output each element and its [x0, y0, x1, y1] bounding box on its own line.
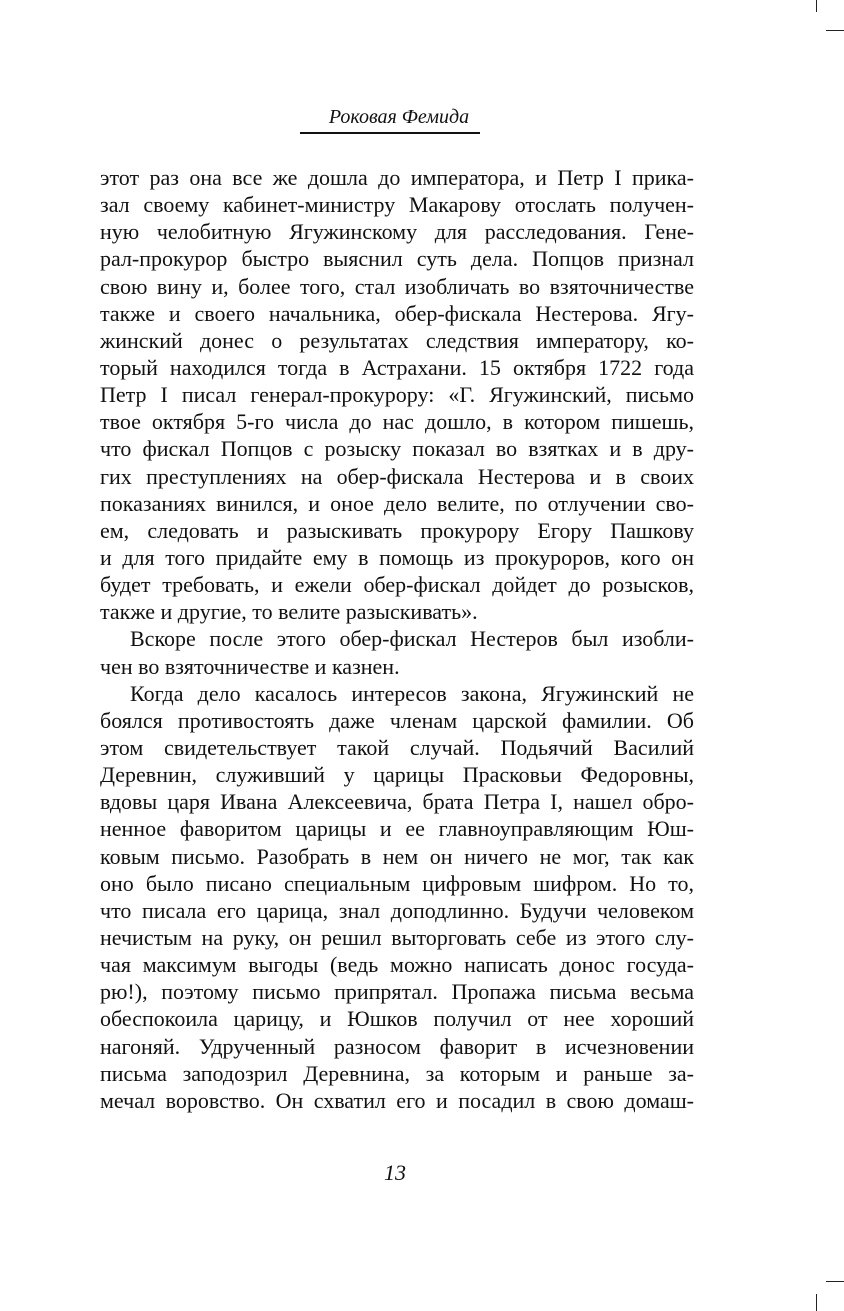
- text-line: что фискал Попцов с розыску показал во взятках и в дру-: [100, 436, 694, 462]
- crop-mark-top-horizontal: [826, 30, 844, 31]
- running-head-rule: [300, 132, 480, 134]
- text-line: торый находился тогда в Астрахани. 15 октября 1722 года: [100, 354, 694, 380]
- text-line: рал-прокурор быстро выяснил суть дела. Попцов признал: [100, 246, 694, 272]
- text-line: ем, следовать и разыскивать прокурору Егору Пашкову: [100, 517, 694, 543]
- text-line: Когда дело касалось интересов закона, Ягужинский не: [130, 680, 694, 706]
- text-line: свою вину и, более того, стал изобличать во взяточничестве: [100, 273, 694, 299]
- text-line: мечал воровство. Он схватил его и посадил в свою домаш-: [100, 1087, 694, 1113]
- running-head-title: Роковая Фемида: [328, 106, 470, 128]
- text-line: также и своего начальника, обер-фискала Нестерова. Ягу-: [100, 300, 694, 326]
- text-line: показаниях винился, и оное дело велите, по отлучении сво-: [100, 490, 694, 516]
- text-line: и для того придайте ему в помощь из прокуроров, кого он: [100, 544, 694, 570]
- text-line: ковым письмо. Разобрать в нем он ничего не мог, так как: [100, 843, 694, 869]
- text-line: чая максимум выгоды (ведь можно написать донос госуда-: [100, 952, 694, 978]
- text-line: чен во взяточничестве и казнен.: [100, 653, 400, 679]
- text-line: жинский донес о результатах следствия императору, ко-: [100, 327, 694, 353]
- text-line: твое октября 5-го числа до нас дошло, в котором пишешь,: [100, 409, 694, 435]
- text-line: этот раз она все же дошла до императора, и Петр I прика-: [100, 165, 694, 190]
- text-line: Деревнин, служивший у царицы Прасковьи Федоровны,: [100, 762, 694, 788]
- text-line: зал своему кабинет-министру Макарову отослать получен-: [100, 192, 694, 218]
- text-line: нечистым на руку, он решил выторговать себе из этого слу-: [100, 924, 694, 950]
- crop-mark-bottom-horizontal: [826, 1281, 844, 1282]
- text-line: обеспокоила царицу, и Юшков получил от нее хороший: [100, 1006, 694, 1032]
- text-line: боялся противостоять даже членам царской фамилии. Об: [100, 707, 694, 733]
- text-line: оно было писано специальным цифровым шифром. Но то,: [100, 870, 694, 896]
- text-line: вдовы царя Ивана Алексеевича, брата Петра I, нашел обро-: [100, 789, 694, 815]
- text-line: будет требовать, и ежели обер-фискал дойдет до розысков,: [100, 572, 694, 598]
- text-line: письма заподозрил Деревнина, за которым и раньше за-: [100, 1060, 694, 1086]
- text-line: Вскоре после этого обер-фискал Нестеров был изобли-: [130, 626, 694, 652]
- text-line: ную челобитную Ягужинскому для расследования. Гене-: [100, 219, 694, 245]
- text-line: что писала его царица, знал доподлинно. Будучи человеком: [100, 897, 694, 923]
- text-line: нагоняй. Удрученный разносом фаворит в исчезновении: [100, 1033, 694, 1059]
- text-line: Петр I писал генерал-прокурору: «Г. Ягужинский, письмо: [100, 382, 694, 408]
- text-line: этом свидетельствует такой случай. Подьячий Василий: [100, 734, 694, 760]
- crop-mark-top-vertical: [816, 0, 817, 12]
- body-text: [100, 164, 694, 1114]
- crop-mark-bottom-vertical: [816, 1294, 817, 1311]
- text-line: рю!), поэтому письмо припрятал. Пропажа письма весьма: [100, 979, 694, 1005]
- page-number: 13: [384, 1160, 406, 1185]
- text-line: гих преступлениях на обер-фискала Нестерова и в своих: [100, 463, 694, 489]
- text-line: ненное фаворитом царицы и ее главноуправляющим Юш-: [100, 816, 694, 842]
- text-line: также и другие, то велите разыскивать».: [100, 599, 478, 625]
